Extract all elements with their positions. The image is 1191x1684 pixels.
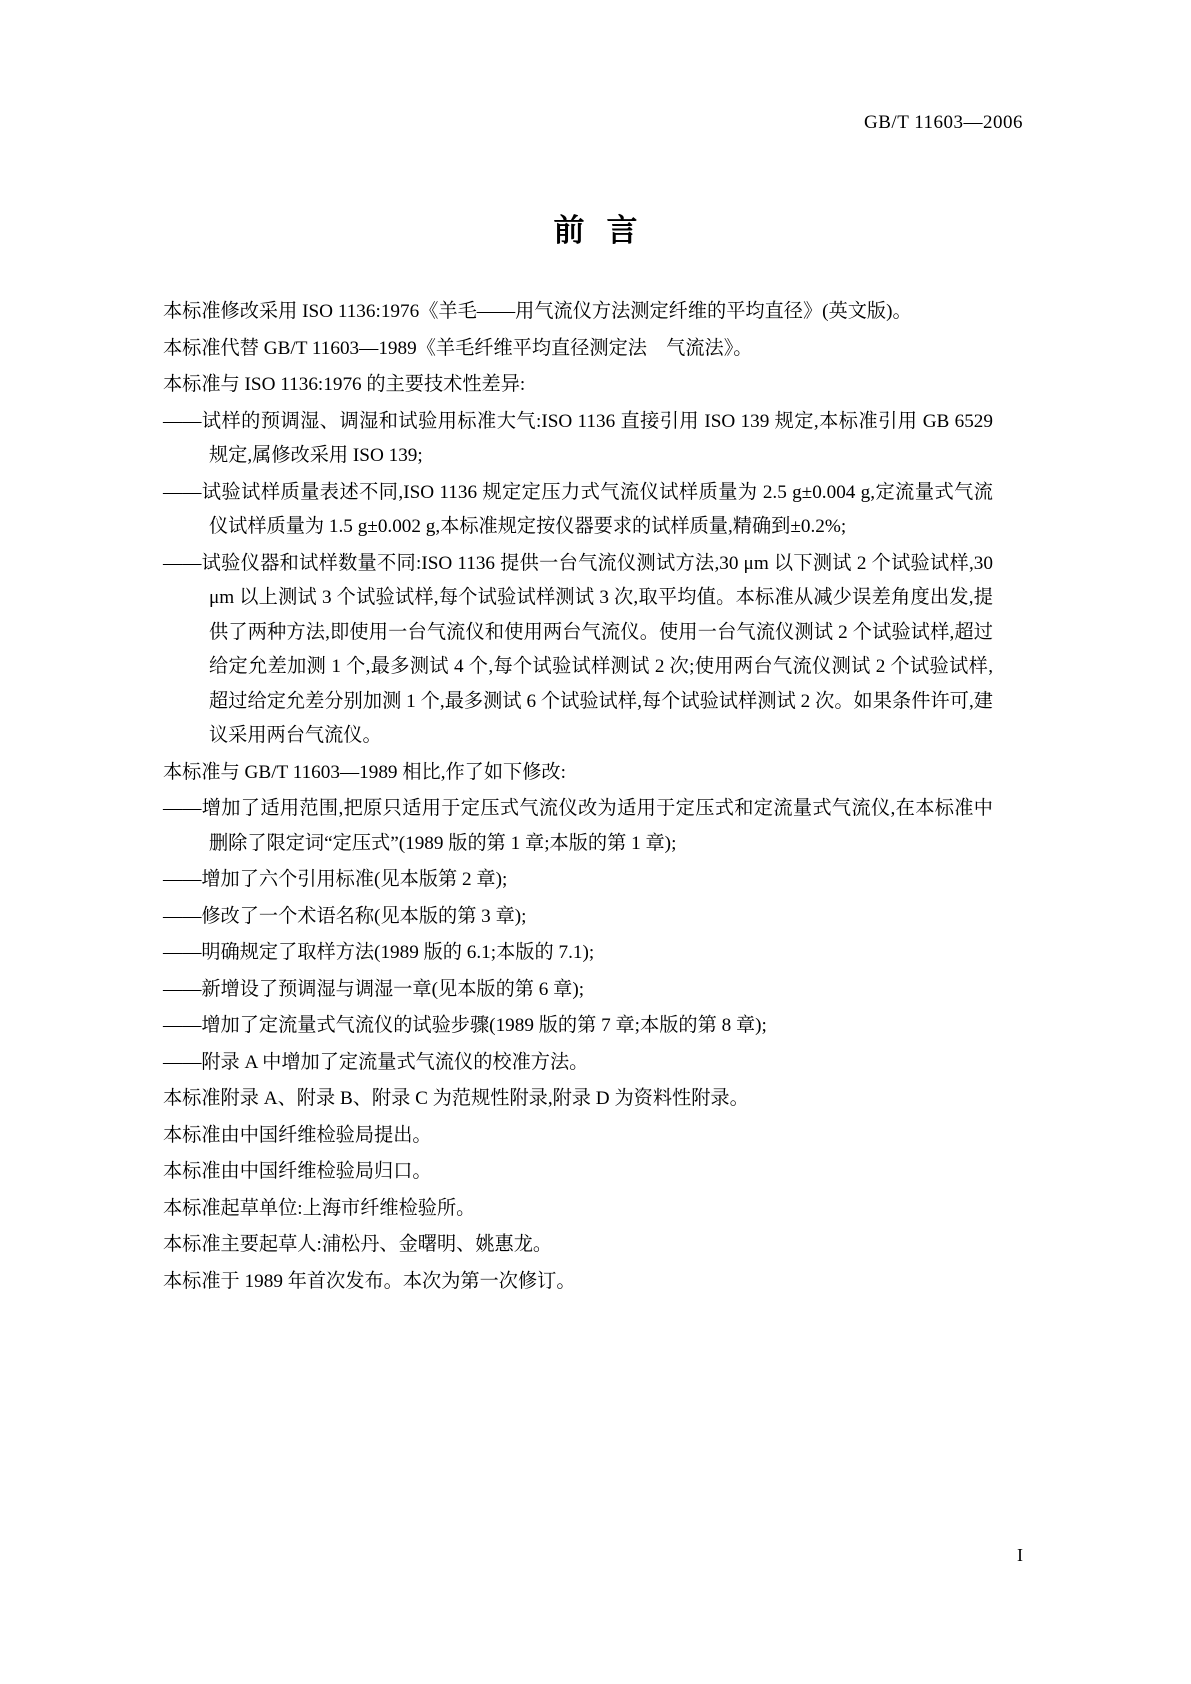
list-item: ——新增设了预调湿与调湿一章(见本版的第 6 章); [163,978,585,1000]
paragraph: 本标准修改采用 ISO 1136:1976《羊毛——用气流仪方法测定纤维的平均直径》(英文版)。 [163,301,912,322]
list-item: ——增加了定流量式气流仪的试验步骤(1989 版的第 7 章;本版的第 8 章); [163,1015,767,1036]
list-item: ——附录 A 中增加了定流量式气流仪的校准方法。 [163,1051,589,1073]
list-item: ——修改了一个术语名称(见本版的第 3 章); [163,905,527,927]
list-item: ——试验试样质量表述不同,ISO 1136 规定定压力式气流仪试样质量为 2.5 g±0.004 g,定流量式气流仪试样质量为 1.5 g±0.002 g,本标准规定按仪器要求的试样质量,精确到±0.2%; [163,481,993,537]
page-number: I [1017,1545,1023,1565]
list-item: ——试样的预调湿、调湿和试验用标准大气:ISO 1136 直接引用 ISO 139 规定,本标准引用 GB 6529规定,属修改采用 ISO 139; [163,410,993,466]
standard-code-header: GB/T 11603—2006 [864,112,1023,133]
paragraph: 本标准附录 A、附录 B、附录 C 为范规性附录,附录 D 为资料性附录。 [163,1088,749,1109]
foreword-body [163,295,993,1301]
paragraph: 本标准代替 GB/T 11603—1989《羊毛纤维平均直径测定法 气流法》。 [163,337,753,359]
paragraph: 本标准于 1989 年首次发布。本次为第一次修订。 [163,1270,576,1292]
list-item: ——增加了适用范围,把原只适用于定压式气流仪改为适用于定压式和定流量式气流仪,在本标准中删除了限定词“定压式”(1989 版的第 1 章;本版的第 1 章); [163,798,993,854]
list-item: ——增加了六个引用标准(见本版第 2 章); [163,869,508,890]
paragraph: 本标准由中国纤维检验局归口。 [163,1161,432,1182]
list-item: ——试验仪器和试样数量不同:ISO 1136 提供一台气流仪测试方法,30 μm 以下测试 2 个试验试样,30 μm 以上测试 3 个试验试样,每个试验试样测试 3 次,取平均值。本标准从减少误差角度出发,提供了两种方法,即使用一台气流仪和使用两台气流仪。使用一台气流仪测试 2 个试验试样,超过给定允差加测 1 个,最多测试 4 个,每个试验试样测试 2 次;使用两台气流仪测试 2 个试验试样,超过给定允差分别加测 1 个,最多测试 6 个试验试样,每个试验试样测试 2 次。如果条件许可,建议采用两台气流仪。 [163,552,993,746]
page-title: 前言 [553,213,660,248]
paragraph: 本标准起草单位:上海市纤维检验所。 [163,1197,476,1219]
paragraph: 本标准主要起草人:浦松丹、金曙明、姚惠龙。 [163,1234,553,1255]
paragraph: 本标准与 GB/T 11603—1989 相比,作了如下修改: [163,761,566,783]
paragraph: 本标准由中国纤维检验局提出。 [163,1124,432,1146]
list-item: ——明确规定了取样方法(1989 版的 6.1;本版的 7.1); [163,942,595,963]
paragraph: 本标准与 ISO 1136:1976 的主要技术性差异: [163,374,526,395]
